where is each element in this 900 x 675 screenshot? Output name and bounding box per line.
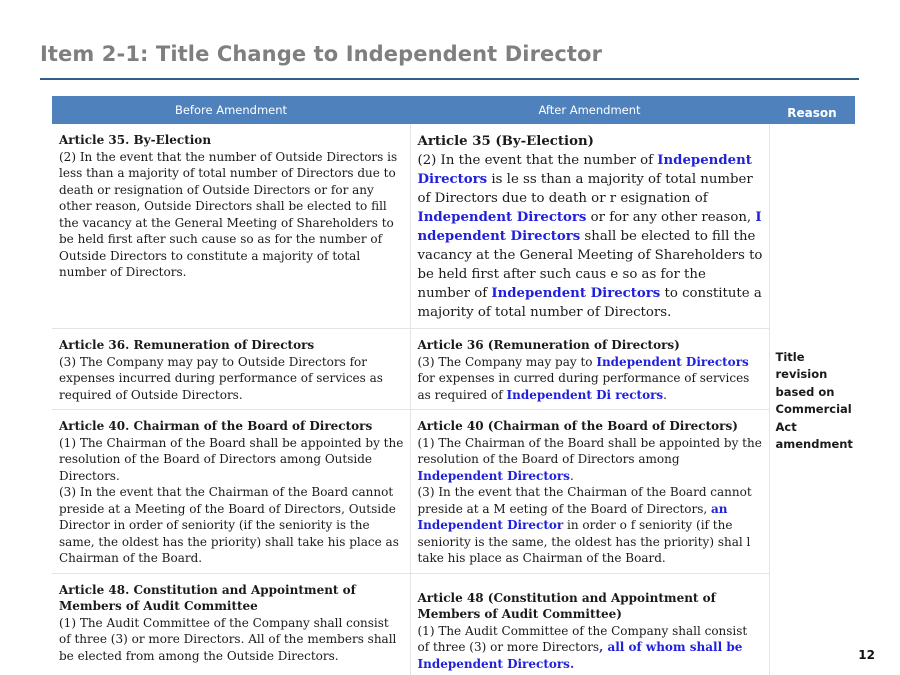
- after-cell: [410, 410, 769, 574]
- article-text: (3) In the event that the Chairman of the Board cannot preside at a Meeting of the Board of Directors, Outside Director in order of seniority (if the seniority is the same, the oldest has the priority) shall take his place as Chairman of the Board.: [59, 485, 399, 565]
- header-before: Before Amendment: [52, 96, 410, 124]
- text-segment: to constitute a majority of total number of Directors.: [417, 286, 762, 320]
- title-divider: [40, 78, 859, 80]
- article-text: (3) The Company may pay to Outside Directors for expenses incurred during performance of services as required of Outside Directors.: [59, 354, 383, 402]
- article-text: [418, 435, 763, 485]
- table-row: [52, 410, 855, 574]
- table-row: [52, 573, 855, 675]
- article-title: Article 40 (Chairman of the Board of Directors): [417, 419, 738, 433]
- text-segment: (1) The Audit Committee of the Company shall consist of three (3) or more Directors: [417, 623, 748, 654]
- text-segment: is le ss than a majority of total number of Directors due to death or r esignation of: [417, 172, 753, 206]
- article-title: Article 35 (By-Election): [417, 134, 594, 149]
- text-segment: (3) In the event that the Chairman of the Board cannot preside at a M eeting of the Board of Directors,: [417, 485, 752, 516]
- text-segment: or for any other reason,: [586, 210, 756, 225]
- highlighted-term: Independent Directors: [417, 210, 587, 225]
- page-title: Item 2-1: Title Change to Independent Director: [40, 42, 603, 66]
- text-segment: for expenses in curred during performance of services as required of: [417, 371, 750, 402]
- table-header-row: [52, 96, 855, 124]
- highlighted-term: Independent Di rectors: [506, 387, 664, 402]
- highlighted-term: , all of whom shall be Independent Directors.: [417, 640, 743, 671]
- article-title: Article 35. By-Election: [59, 133, 212, 147]
- table-row: [52, 124, 855, 329]
- text-segment: (3) The Company may pay to: [417, 354, 597, 369]
- article-title: Article 48. Constitution and Appointment of Members of Audit Committee: [59, 582, 356, 613]
- article-title: Article 36. Remuneration of Directors: [59, 338, 315, 352]
- text-segment: .: [663, 387, 667, 402]
- reason-cell: Title revision based on Commercial Act amendment: [769, 124, 855, 675]
- text-segment: in order o f seniority (if the seniority is the same, the oldest has the priority) shal l take his place as Chairman of the Board.: [417, 518, 751, 565]
- text-segment: (1) The Chairman of the Board shall be appointed by the resolution of the Board of Directors among: [417, 435, 762, 466]
- highlighted-term: I ndependent Directors: [417, 210, 762, 244]
- article-title: Article 40. Chairman of the Board of Directors: [59, 419, 373, 433]
- article-text: (1) The Audit Committee of the Company shall consist of three (3) or more Directors. All of the members shall be elected from among the Outside Directors.: [59, 615, 397, 663]
- article-title: Article 36 (Remuneration of Directors): [417, 338, 680, 352]
- before-cell: [52, 573, 410, 675]
- text-segment: shall be elected to fill the vacancy at the General Meeting of Shareholders to be held first after such caus e so as for the number of: [417, 229, 763, 301]
- after-cell: [410, 329, 769, 410]
- highlighted-term: Independent Directors: [417, 468, 570, 483]
- highlighted-term: an Independent Director: [417, 501, 728, 532]
- highlighted-term: Independent Directors: [491, 286, 661, 301]
- before-cell: [52, 329, 410, 410]
- page-number: 12: [858, 648, 875, 662]
- article-text: (2) In the event that the number of Outside Directors is less than a majority of total number of Directors due to death or resignation of Outside Directors or for any other reason, Outside Directors shall be elected to fill the vacancy at the General Meeting of Shareholders to be held first after such cause so as for the number of Outside Directors to constitute a majority of total number of Directors.: [59, 149, 398, 279]
- article-text: [418, 623, 763, 673]
- header-after: After Amendment: [410, 96, 769, 124]
- article-title: Article 48 (Constitution and Appointment of Members of Audit Committee): [417, 590, 716, 621]
- highlighted-term: Independent Directors: [417, 153, 752, 187]
- article-text: [418, 354, 763, 404]
- text-segment: (2) In the event that the number of: [417, 153, 658, 168]
- header-reason: Reason: [769, 96, 855, 124]
- article-text: [418, 151, 763, 322]
- article-text: (1) The Chairman of the Board shall be appointed by the resolution of the Board of Directors among Outside Directors.: [59, 435, 404, 483]
- after-cell: [410, 124, 769, 329]
- table-row: [52, 329, 855, 410]
- before-cell: [52, 410, 410, 574]
- highlighted-term: Independent Directors: [596, 354, 749, 369]
- text-segment: .: [569, 468, 574, 483]
- article-text: [418, 484, 763, 567]
- before-cell: [52, 124, 410, 329]
- after-cell: [410, 573, 769, 675]
- amendment-table: [52, 96, 855, 675]
